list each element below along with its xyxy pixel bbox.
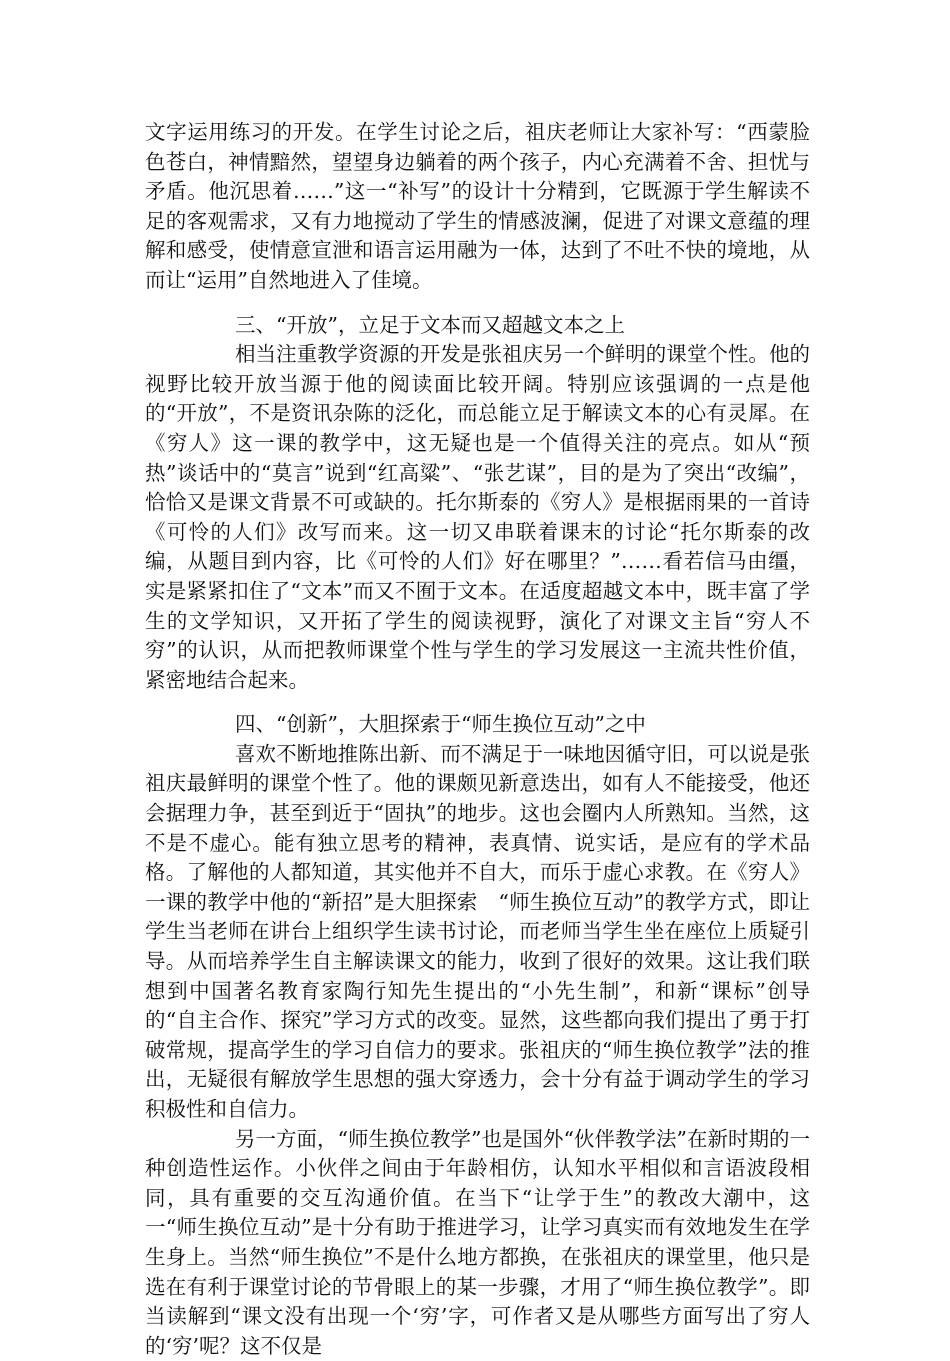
paragraph-gap <box>145 695 810 710</box>
body-paragraph-4: 另一方面，“师生换位教学”也是国外“伙伴教学法”在新时期的一种创造性运作。小伙伴之间由于年龄相仿，认知水平相似和言语波段相同，具有重要的交互沟通价值。在当下“让学于生”的教改大潮中，这一“师生换位互动”是十分有助于推进学习，让学习真实而有效地发生在学生身上。当然“师生换位”不是什么地方都换，在张祖庆的课堂里，他只是选在有利于课堂讨论的节骨眼上的某一步骤，才用了“师生换位教学”。即当读解到“课文没有出现一个‘穷’字，可作者又是从哪些方面写出了穷人的‘穷’呢？这不仅是 <box>145 1126 810 1358</box>
body-paragraph-1: 文字运用练习的开发。在学生讨论之后，祖庆老师让大家补写：“西蒙脸色苍白，神情黯然，望望身边躺着的两个孩子，内心充满着不舍、担忧与矛盾。他沉思着……”这一“补写”的设计十分精到，它既源于学生解读不足的客观需求，又有力地搅动了学生的情感波澜，促进了对课文意蕴的理解和感受，使情意宣泄和语言运用融为一体，达到了不吐不快的境地，从而让“运用”自然地进入了佳境。 <box>145 120 810 292</box>
body-paragraph-3: 喜欢不断地推陈出新、而不满足于一味地因循守旧，可以说是张祖庆最鲜明的课堂个性了。他的课颇见新意迭出，如有人不能接受，他还会据理力争，甚至到近于“固执”的地步。这也会圈内人所熟知。当然，这不是不虚心。能有独立思考的精神，表真情、说实话，是应有的学术品格。了解他的人都知道，其实他并不自大，而乐于虚心求教。在《穷人》一课的教学中他的“新招”是大胆探索 “师生换位互动”的教学方式，即让学生当老师在讲台上组织学生读书讨论，而老师当学生坐在座位上质疑引导。从而培养学生自主解读课文的能力，收到了很好的效果。这让我们联想到中国著名教育家陶行知先生提出的“小先生制”，和新“课标”创导的“自主合作、探究”学习方式的改变。显然，这些都向我们提出了勇于打破常规，提高学生的学习自信力的要求。张祖庆的“师生换位教学”法的推出，无疑很有解放学生思想的强大穿透力，会十分有益于调动学生的学习积极性和自信力。 <box>145 741 810 1121</box>
section-heading-4: 四、“创新”，大胆探索于“师生换位互动”之中 <box>235 712 646 737</box>
section-heading-3: 三、“开放”，立足于文本而又超越文本之上 <box>235 312 625 337</box>
document-page <box>145 118 810 1361</box>
body-paragraph-2: 相当注重教学资源的开发是张祖庆另一个鲜明的课堂个性。他的视野比较开放当源于他的阅读面比较开阔。特别应该强调的一点是他的“开放”，不是资讯杂陈的泛化，而总能立足于解读文本的心有灵犀。在《穷人》这一课的教学中，这无疑也是一个值得关注的亮点。如从“预热”谈话中的“莫言”说到“红高粱”、“张艺谋”，目的是为了突出“改编”，恰恰又是课文背景不可或缺的。托尔斯泰的《穷人》是根据雨果的一首诗《可怜的人们》改写而来。这一切又串联着课末的讨论“托尔斯泰的改编，从题目到内容，比《可怜的人们》好在哪里？”……看若信马由缰，实是紧紧扣住了“文本”而又不囿于文本。在适度超越文本中，既丰富了学生的文学知识，又开拓了学生的阅读视野，演化了对课文主旨“穷人不穷”的认识，从而把教师课堂个性与学生的学习发展这一主流共性价值，紧密地结合起来。 <box>145 342 810 692</box>
paragraph-gap <box>145 296 810 311</box>
